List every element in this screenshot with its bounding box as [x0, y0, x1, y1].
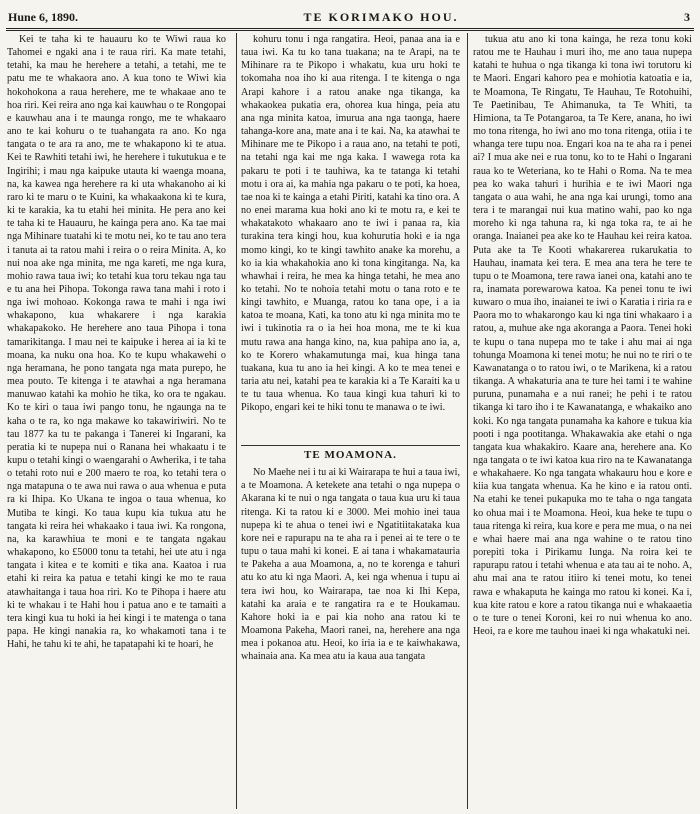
article-text: kohuru tonu i nga rangatira. Heoi, panaa ana ia e taua iwi. Ka tu ko tana tuakana; na te Arapi, na te Mihinare ra te Pikopo i whakatu, kua uru hoki te tokomaha noa iho ki aua ritenga. I te kitenga o nga Arapi kahore i a ratou anake nga tikanga, ka whakaokea pukatia era, ohorea kua hinga, peia atu ana nga minita katoa, imurua ana nga taonga, haere tahanga-kore ana, mate ana i te kai. Na, ka atawhai te Mihinare me te Pikopo i a raua ano, na tetahi te poti, na tetahi nga kai me nga kaka. I wawega rota ka pakaru te poti i te tauhiwa, ka te tatanga ki tetahi motu i ora ai, ka mahia nga pakaru o te poti, ka hoea, tae noa ki te kainga a etahi Piriti, katahi ka tino ora. A no enei marama kua hoki ano ki te motu ra, e kei te whakatakoto whakaaro ano te iwi i panaa ra, kia turakina tera kingi hou, kua kohurutia hoki e ia nga momo kingi, ko te kingi tawhito anake ka morehu, a ko ia kia whakahokia ano ki tona kingitanga. Na, ka whawhai i reira, he mea ka hinga tetahi, he mea ano ko tetahi. No te nohoia tetahi motu o tana roto e te kingi tawhito, e Muanga, ratou ko tana ope, i a ia katoa te moana, Kati, ka tono atu ki nga minita mo te iwi i tukinotia ra o ia hei hoa mona, me te ki kua mutu rawa ana hanga kino, na, kua pahipa ano ia, a, ko te Korero whakamutunga mai, kua hinga tana tuakana, kua tu ano ia hei kingi. A ko te mea tenei e taria atu nei, katahi pea te karakia ki a Te Karaiti ka u te tu taua whenua. Ko taua kingi kua tahuri ki to Pikopo, engari kei te hiki tonu te manawa o te iwi.: [241, 34, 460, 414]
article-text: Kei te taha ki te hauauru ko te Wiwi raua ko Tahomei e ngaki ana i te raua riri. Ka mate tetahi, tetahi, ka mau he herehere a tetahi, a tetahi, me te patu me te whakaora ano. A kua tono te Wiwi kia hokohokona a raua herehere, me te whakaae ano te hoa riri. Kei reira ano nga kai kauwhau o te Rongopai e kauwhau ana i te maunga rongo, me te whakaaro ano te kai kohuru o te tuahangata ra ano. Ko nga tangata o te ara ra ano, me te whakapono ki te atua. Kei te Rawhiti tetahi iwi, he herehere i tukutukua e te Ingirihi; i mau nga kaipuke utauta ki waenga moana, na, ka kawea nga herehere ra ki uta whakanoho ai ki raro ki te maru o te Kuini, ka whakaakona ki te kura, ki te karakia, ka tu etahi hei minita. He pera ano kei te taha ki te Hauauru, he kainga pera ano. Ka tae mai nga Mihinare tuatahi ki te motu nei, ko te tau ano tera i tanuta ai ta ratou mahi i reira o o reira Minita. A, ko nui noa ake nga minita, me nga kareti, me nga kura, mohio rawa taua iwi; ko tetahi kua toru tekau nga tau e tu ana hei Pihopa. Tokonga rawa tana mahi i roto i nga iwi mohoao. Kokonga rawa te mahi i nga iwi whakapono, kua whakarere i nga karakia whakapakoko. He herehere ano taua Pihopa i tona tamarikitanga. I mau nei te kaipuke i herea ai ia ki te moana, ka nuku ona hoa. Ko te kupu whakawehi o nga heramana, he pono tangata nga mata purepo, he mea pouto. Te kitenga i te atawhai a nga heramana manuwao katahi ka mohio he tika, ko ora te ngakau. Ko te kiri o taua iwi pango tonu, he ngaunga na te kaha o te ra, ko nga makawe ko takawiriwiri. No te tau 1877 ka tu te pakanga i Tanerei ki Ingarani, ka peratia ki te nupepa nui o Ranana hei whakaatu i te kupu o tetahi kingi o waengarahi o Awherika, i te taha o tetahi roto nui e 200 maero te roa, ko tetahi tera o nga matapuna o te awa nui rawa o aua whenua e puta ra ki Ihipa. Ko Ukana te ingoa o taua whenua, ko Mutiba te kingi. Ko taua kupu kia tukua atu he tangata ki reira hei whakaako i taua iwi. Ka rongona, na, ka karawhiua te moni e te tangata ngakau whakapono, ko £5000 tonu ta tetahi, hei ute atu i nga tangata i kitea e te komiti e tika ana. Kaatoa i rua etahi ki reira ka patua e tetahi kingi ke mo te raua atawhaitanga i taua hoa riri. Ko te Pihopa i haere atu ki te whakau i te Hahi hou i patua ano e te tamaiti a tera kingi kua tu hoki ia hei kingi i te matenga o tana papa. He kingi nanakia ra, ko whakamoti tana i te Hahi, he tahu ki te ahi, he tapatapahi ki te hoari, he: [7, 34, 226, 651]
issue-date: Hune 6, 1890.: [8, 9, 79, 24]
newspaper-title: TE KORIMAKO HOU.: [303, 9, 459, 24]
article-continuation: [241, 33, 460, 440]
header-rule-double: [6, 30, 694, 31]
column-divider: [236, 33, 237, 809]
article-text: tukua atu ano ki tona kainga, he reza tonu koki ratou me te Hauhau i muri iho, me ano taua nupepa katahi te huhua o nga tikanga ki tona iwi torutoru ki te Maori. Engari kahoro pea e mohiotia katoatia e ia, te Moamona, Te Ringatu, Te Hauhau, Te Rotohuihi, Te Paetinibau, Te Ahimanuka, ta Te Whiti, ta Himiona, ta Te Potangaroa, ta Te Kere, anana, ho iwi mo tona ritenga, ho iwi ano mo tona ritenga, otiia i te whanga tere tupu noa. Engari koa na te aha ra i penei ai? I mua ake nei e rua tonu, ko to te Hahi o Ingarani raua ko te Weteriana, ko te Hahi o Roma. Na te mea pea ko waka tahuri i hurihia e te iwi Maori nga tangata o aua wahi, he ana nga kai urungi, tomo ana tera i te marangai nui kua matino wahi, pao ko nga moreho ki nga tahuna ra, ki nga toka ra, te ai he oranga. Inaianei pea ake ko te Hauhau kei reira katoa. Puta ake ta Te Kooti whakarerea rukarukatia to Hauhau, inamata kei tera. E mea ana tera he tere te tupu o te Moamona, tere rawa ianei ona, katahi ano te ra, inamata porewarowa katoa. Ka penei tonu te iwi kuwaro o mua iho, inaianei te iwi o Karatia i riria ra e Paora mo to whakarongo kau ki nga tini whakaaro i a ratou, a, muhue ake nga akoranga a Paora. Tenei hoki te kupu o tana nupepa mo te take i ahu mai ai nga tohunga Moamona ki tenei motu; he nui no te riri o te Kawanatanga o to ratou iwi, o te Marikena, ki a ratou tikanga. A whakaturia ana te ture hei tami i te wahine puruna, punamaha e a nui ranei; he pehi i te ratou tikanga ki taro iho i te Kawanatanga, e whakaiko ano koki. Ko nga tangata punamaha ka kahore e tukua kia pooti i nga pootitanga. Whakawakia ake etahi o nga tangata kua whakakiro. Kaare ana, herehere ana. Ko nga tangata o te iwi katoa kua riro na te Kawanatanga e whakahaere. Ko nga tangata whakauru hou e kore e kiia kua tangata whenua. Ka he kino e ia ratou onti. Na etahi ke tenei pukapuka mo te taha o nga tangata ko ohua mai i te Moamona. Heoi, kua heke te tupu o taua ritenga ki reira, kua kore e pera me mua, o na nei e whai haere mai ana nga wahine o te ratou tino porepiti toka i Pirikamu Iunga. Na roira kei te rapurapu ratou i tetahi whenua e ata tau ai te noho. A, ahu mai ana te ratou itiiro ki tenei motu, ko tenei rawa e whakaputa he kainga mo ratou ki konei. Ka i, kua kite ratou e kore a ratou tikanga nui e whakaaetia o te ture o tenei Koroni, kei ro nui whenua ko ano. Heoi, ra e kore me tauhou inaei ki nga whakatuki nei.: [473, 34, 692, 638]
page-number: 3: [684, 9, 690, 24]
column-divider: [467, 33, 468, 809]
section-heading: TE MOAMONA.: [304, 449, 397, 461]
article-text: No Maehe nei i tu ai ki Wairarapa te hui a taua iwi, a te Moamona. A ketekete ana tetahi o nga nupepa o Akarana ki te nui o nga tangata o taua kua uru ki taua ritenga. Ki ta ratou ki e 3000. Mei mohio inei taua nupepa ki te ahua o tenei iwi e Ngatitiitakataka kua kore nei e rapurapu na te aha ra i penei ai te tere o te tupu o taua mahi ki konei. E ai tana i whakamatauria te Pakeha a aua Moamona, a, no te korenga e tahuri atu ko atu ki nga Maori. A, kei nga whenua i tupu ai tera iwi hou, ko Wairarapa, tae noa ki Ihi Kepa, katahi ka araia e te rangatira ra e te Houkamau. Kahore hoki ia e pai kia noho ana ratou ki te Moamona Pakeha, Maori ranei, na, herehere ana nga mea i pokanoa atu. Heoi, ko iria ia e te kaiwhakawa, whainaia ana. Ka mea atu ia kaua aua tangata: [241, 467, 460, 663]
column-3: [473, 33, 692, 809]
section-divider: [241, 445, 460, 446]
column-1: [7, 33, 226, 809]
column-2: [241, 33, 460, 809]
header-rule: [6, 28, 694, 29]
page-header: [8, 8, 690, 26]
